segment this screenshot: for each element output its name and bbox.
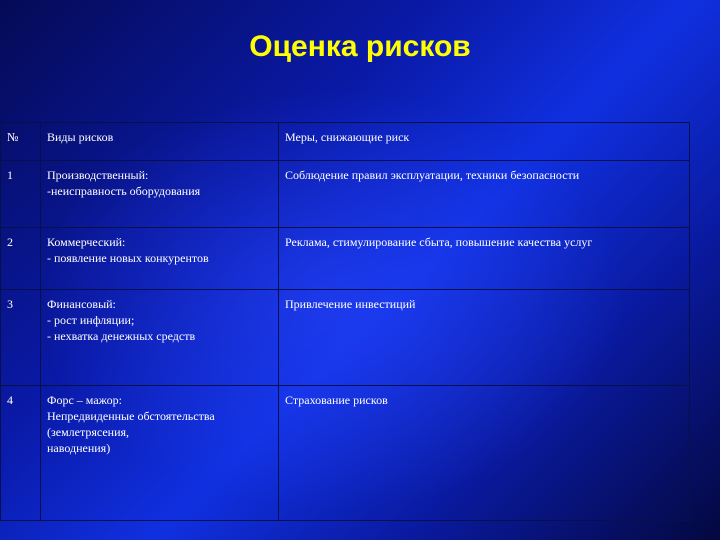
row-risk: Коммерческий: - появление новых конкурентов — [41, 228, 279, 290]
header-number: № — [1, 123, 41, 161]
row-number: 1 — [1, 161, 41, 228]
row-risk: Форс – мажор: Непредвиденные обстоятельства (землетрясения, наводнения) — [41, 386, 279, 521]
row-number: 3 — [1, 290, 41, 386]
row-measure: Реклама, стимулирование сбыта, повышение качества услуг — [279, 228, 690, 290]
row-risk: Финансовый: - рост инфляции; - нехватка денежных средств — [41, 290, 279, 386]
table-header-row — [1, 123, 690, 161]
page-title: Оценка рисков — [249, 30, 471, 63]
row-risk: Производственный: -неисправность оборудования — [41, 161, 279, 228]
row-measure: Соблюдение правил эксплуатации, техники безопасности — [279, 161, 690, 228]
row-number: 2 — [1, 228, 41, 290]
risk-table — [0, 122, 690, 521]
row-number: 4 — [1, 386, 41, 521]
table-row — [1, 228, 690, 290]
header-risk-types: Виды рисков — [41, 123, 279, 161]
table-row — [1, 161, 690, 228]
header-measures: Меры, снижающие риск — [279, 123, 690, 161]
table-row — [1, 290, 690, 386]
row-measure: Страхование рисков — [279, 386, 690, 521]
row-measure: Привлечение инвестиций — [279, 290, 690, 386]
table-row — [1, 386, 690, 521]
